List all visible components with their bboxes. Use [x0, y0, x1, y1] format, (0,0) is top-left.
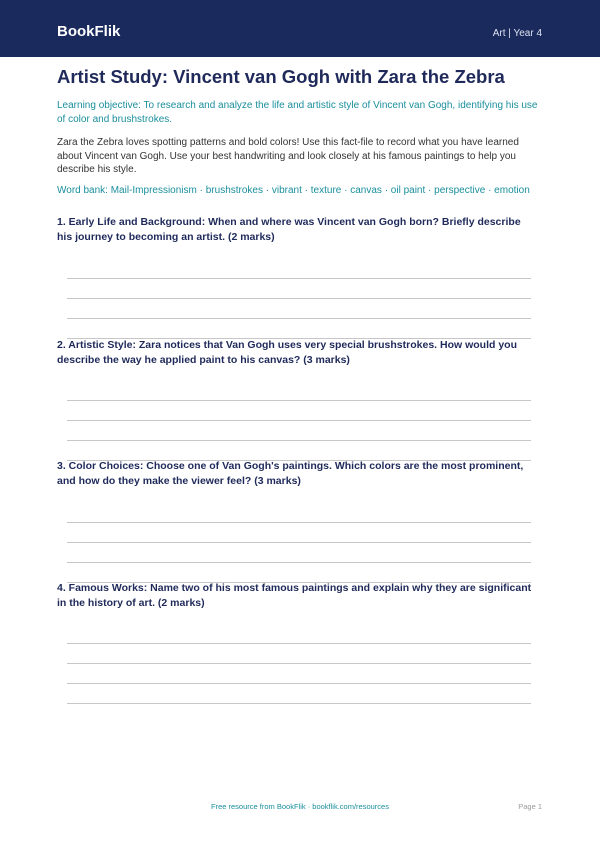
- answer-line[interactable]: [67, 542, 531, 543]
- answer-line[interactable]: [67, 522, 531, 523]
- answer-line[interactable]: [67, 420, 531, 421]
- intro-text: Zara the Zebra loves spotting patterns and bold colors! Use this fact-file to record what you have learned about Vincent van Gogh. Use your best handwriting and look closely at his famous paintings to help you describe his style.: [57, 137, 519, 175]
- page-number: Page 1: [518, 802, 542, 811]
- header-bar: [0, 0, 600, 57]
- answer-line[interactable]: [67, 400, 531, 401]
- answer-line[interactable]: [67, 683, 531, 684]
- brand-logo-text[interactable]: BookFlik: [57, 23, 121, 40]
- answer-line[interactable]: [67, 298, 531, 299]
- subject-year-label: Art | Year 4: [492, 28, 542, 39]
- question-3: 3. Color Choices: Choose one of Van Gogh's paintings. Which colors are the most prominent, and how do they make the viewer feel? (3 marks): [57, 460, 524, 487]
- answer-line[interactable]: [67, 663, 531, 664]
- question-1: 1. Early Life and Background: When and where was Vincent van Gogh born? Briefly describe his journey to becoming an artist. (2 marks): [57, 216, 521, 243]
- answer-line[interactable]: [67, 703, 531, 704]
- word-bank: Word bank: Mail-Impressionism · brushstrokes · vibrant · texture · canvas · oil paint · perspective · emotion: [57, 185, 530, 196]
- question-2: 2. Artistic Style: Zara notices that Van Gogh uses very special brushstrokes. How would you describe the way he applied paint to his canvas? (3 marks): [57, 339, 517, 366]
- page-title: Artist Study: Vincent van Gogh with Zara the Zebra: [57, 66, 505, 87]
- answer-line[interactable]: [67, 278, 531, 279]
- question-4: 4. Famous Works: Name two of his most famous paintings and explain why they are significant in the history of art. (2 marks): [57, 582, 532, 609]
- answer-line[interactable]: [67, 318, 531, 319]
- answer-line[interactable]: [67, 562, 531, 563]
- answer-line[interactable]: [67, 440, 531, 441]
- footer-credit[interactable]: Free resource from BookFlik · bookflik.com/resources: [211, 802, 389, 811]
- answer-line[interactable]: [67, 643, 531, 644]
- learning-objective: Learning objective: To research and analyze the life and artistic style of Vincent van Gogh, identifying his use of color and brushstrokes.: [57, 100, 538, 125]
